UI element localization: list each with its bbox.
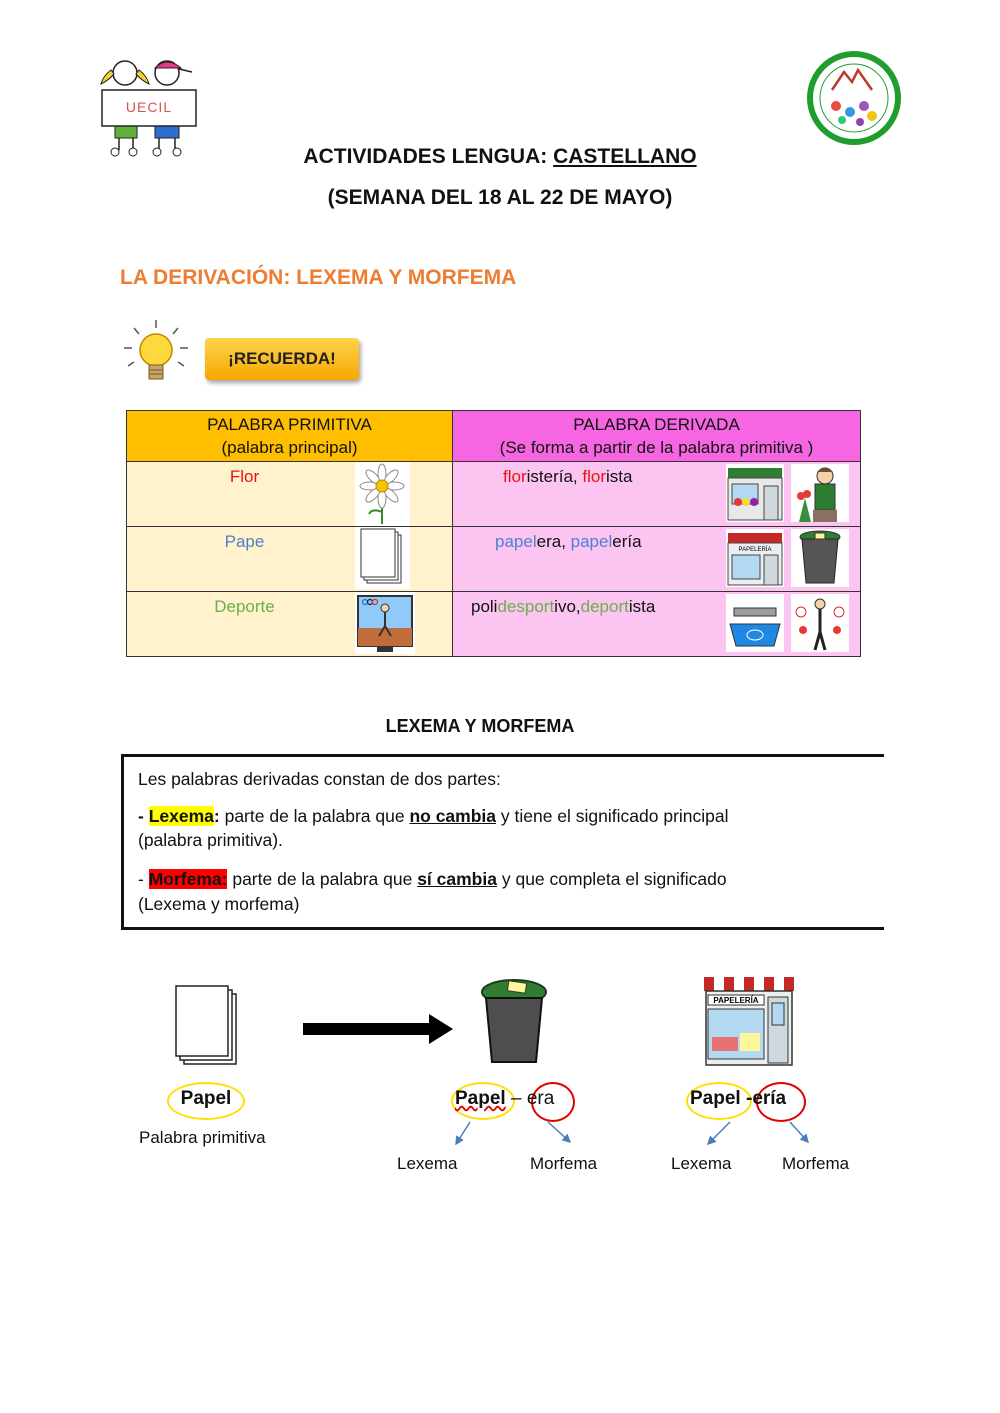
school-seal-logo	[806, 50, 902, 146]
florist-person-icon	[791, 464, 849, 522]
header-derived: PALABRA DERIVADA (Se forma a partir de la palabra primitiva )	[453, 411, 861, 462]
primitive-word: Flor	[229, 467, 260, 486]
morfema-label: Morfema	[530, 1154, 598, 1173]
pointer-arrows	[440, 1118, 880, 1148]
table-row	[127, 527, 861, 592]
sport-tv-icon	[355, 592, 415, 654]
uecil-logo-text: UECIL	[125, 99, 173, 115]
derived-words: polidesportivo,deportista	[471, 597, 656, 616]
derived-words: floristería, florista	[503, 467, 633, 486]
derived-example-1: Papel – era	[455, 1088, 555, 1109]
morfema-term: Morfema:	[148, 869, 228, 889]
flower-shop-icon	[726, 464, 784, 522]
primitive-caption: Palabra primitiva	[139, 1128, 266, 1147]
wastebin-icon	[478, 976, 550, 1066]
header-primitive: PALABRA PRIMITIVA (palabra principal)	[127, 411, 453, 462]
morfema-definition: - Morfema: parte de la palabra que sí cambia y que completa el significado	[138, 869, 727, 889]
table-row	[127, 592, 861, 657]
subject-name: CASTELLANO	[553, 145, 697, 168]
definition-box: Les palabras derivadas constan de dos partes: - Lexema: parte de la palabra que no cambia y tiene el significado principal (palabra primitiva). - Morfema: parte de la palabra que sí cambia y que completa el significado (Lexema y morfema)	[121, 754, 884, 930]
lexema-section-title: LEXEMA Y MORFEMA	[385, 716, 575, 736]
primitive-word: Deporte	[214, 597, 275, 616]
derived-words: papelera, papelería	[495, 532, 642, 551]
diagram-store-sign: PAPELERÍA	[713, 996, 759, 1005]
paper-sheets-icon	[355, 527, 410, 589]
lexema-label: Lexema	[397, 1154, 458, 1173]
primitive-word: Pape	[224, 532, 265, 551]
arrow-right-icon	[303, 1012, 455, 1046]
wastebin-icon	[791, 529, 849, 587]
uecil-logo	[95, 58, 200, 158]
stationery-shop-icon	[702, 975, 796, 1067]
lexema-term: Lexema	[148, 806, 214, 826]
definition-intro: Les palabras derivadas constan de dos partes:	[138, 769, 501, 789]
paper-sheets-icon	[170, 982, 242, 1068]
page-subtitle: (SEMANA DEL 18 AL 22 DE MAYO)	[327, 186, 673, 209]
derived-example-2: Papel -ería	[690, 1088, 787, 1109]
table-store-sign: PAPELERÍA	[738, 547, 772, 553]
section-title: LA DERIVACIÓN: LEXEMA Y MORFEMA	[120, 266, 517, 289]
stationery-shop-icon	[726, 529, 784, 587]
lexema-definition: - Lexema: parte de la palabra que no cambia y tiene el significado principal	[138, 806, 729, 826]
primitive-word-example: Papel	[180, 1088, 232, 1109]
flower-icon	[355, 462, 410, 526]
recuerda-badge: ¡RECUERDA!	[205, 338, 359, 380]
lexema-label: Lexema	[671, 1154, 732, 1173]
sports-center-icon	[726, 594, 784, 652]
lightbulb-icon	[120, 318, 192, 390]
table-row	[127, 462, 861, 527]
morfema-label: Morfema	[782, 1154, 850, 1173]
derivation-table	[126, 410, 861, 657]
athlete-icon	[791, 594, 849, 652]
page-title: ACTIVIDADES LENGUA: CASTELLANO	[303, 145, 697, 168]
